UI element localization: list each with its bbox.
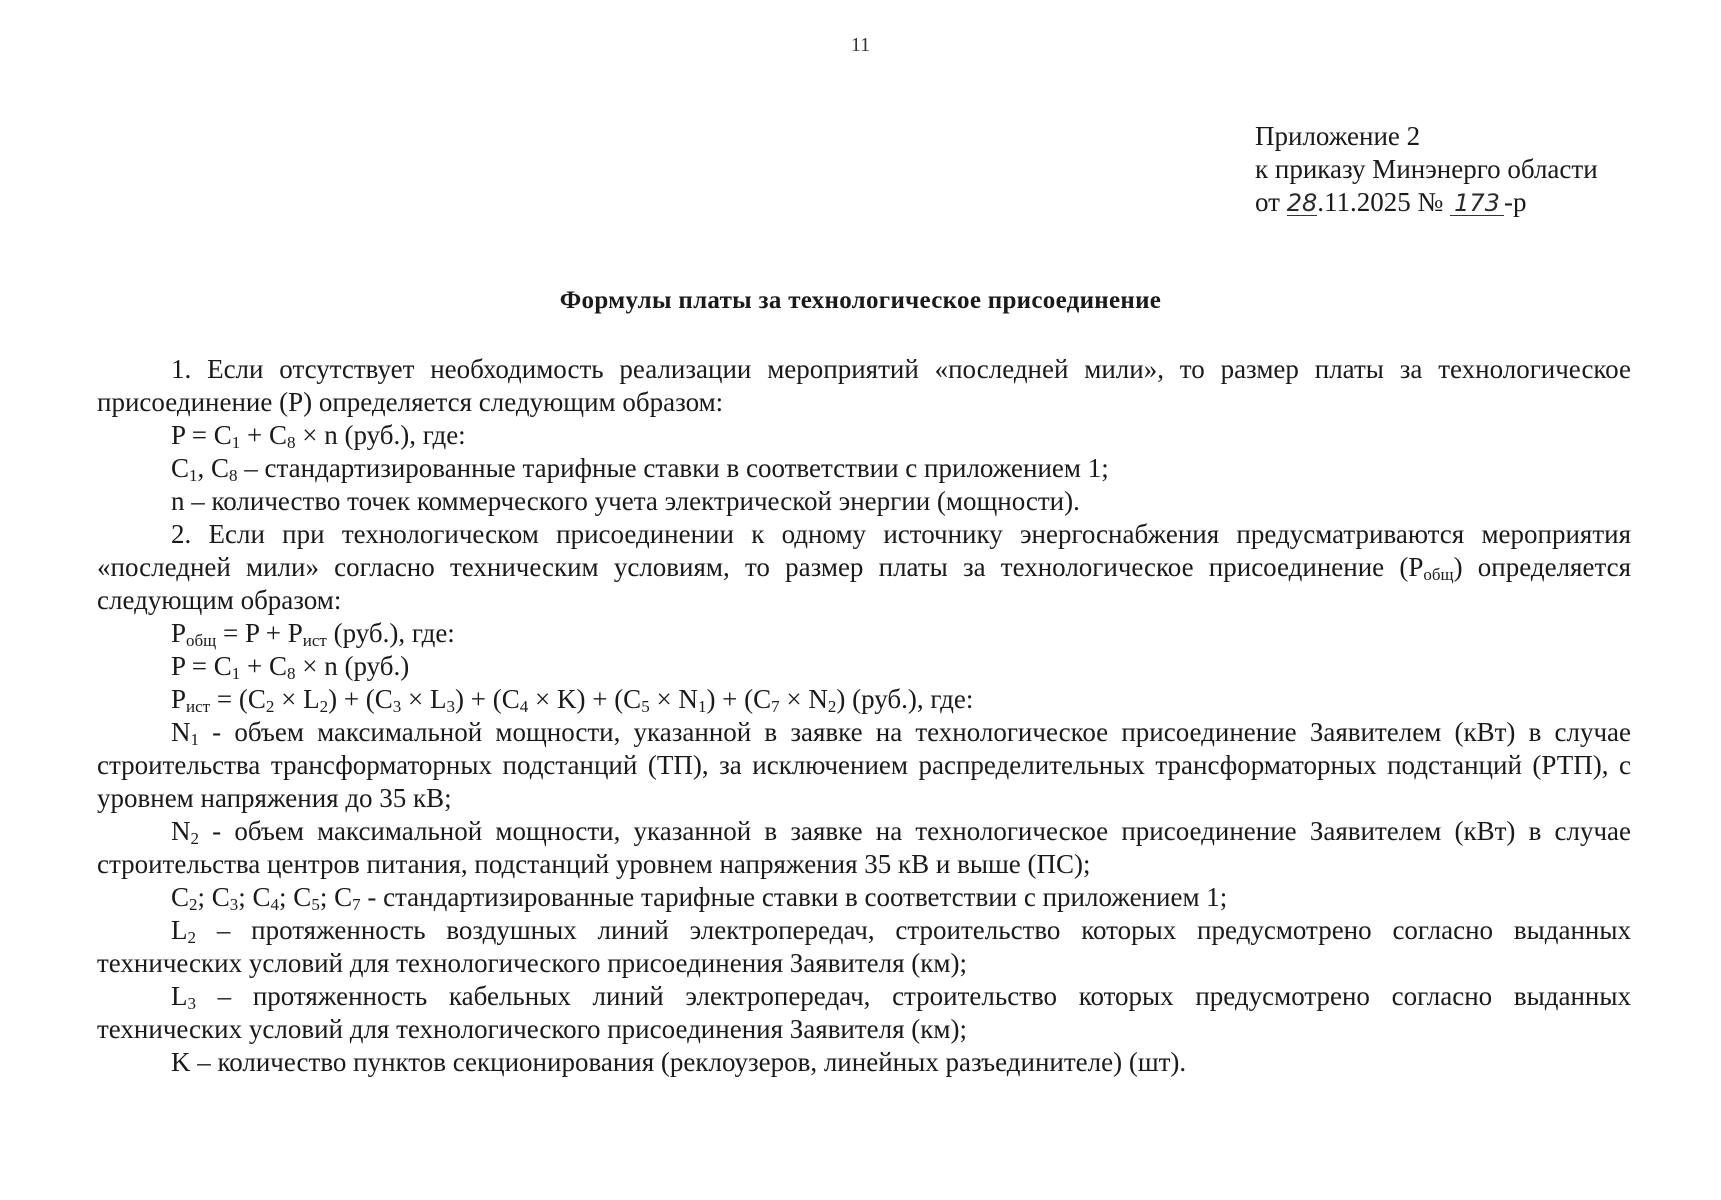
annex-line-2: к приказу Минэнерго области [1255, 154, 1598, 184]
annex-line-3 [1255, 186, 1598, 219]
annex-header [1255, 120, 1598, 219]
paragraph-1: 1. Если отсутствует необходимость реализации мероприятий «последней мили», то размер платы за технологическое присоединение (P) определяется следующим образом: [97, 354, 1631, 417]
page-number: 11 [850, 34, 871, 56]
document-title: Формулы платы за технологическое присоединение [559, 287, 1162, 314]
formula-p: $P = C_1 + C_8 \times n$ (руб.), где: [171, 420, 466, 452]
formula-p-source: $P_{ист} = (C_2 \times L_2) + (C_3 \times L_3) + (C_4 \times K) + (C_5 \times N_1) + (C_7 \times N_2)$ (руб.), где: [171, 684, 974, 716]
annex-number-suffix: -р [1504, 187, 1527, 217]
definition-l2: $L_2$ – протяженность воздушных линий электропередач, строительство которых предусмотрено согласно выданных технических условий для технологического присоединения Заявителя (км); [97, 915, 1631, 978]
formula-p-repeat: $P = C_1 + C_8 \times n$ (руб.) [171, 651, 410, 683]
definition-c-list: $C_2$; $C_3$; $C_4$; $C_5$; $C_7$ - стандартизированные тарифные ставки в соответствии с приложением 1; [171, 882, 1228, 914]
definition-c1-c8: $C_1$, $C_8$ – стандартизированные тарифные ставки в соответствии с приложением 1; [171, 453, 1109, 485]
definition-n: n – количество точек коммерческого учета электрической энергии (мощности). [171, 486, 1080, 516]
annex-line-1: Приложение 2 [1255, 121, 1421, 151]
document-body [97, 353, 1631, 1079]
definition-l3: $L_3$ – протяженность кабельных линий электропередач, строительство которых предусмотрено согласно выданных технических условий для технологического присоединения Заявителя (км); [97, 981, 1631, 1044]
paragraph-2: 2. Если при технологическом присоединении к одному источнику энергоснабжения предусматриваются мероприятия «последней мили» согласно техническим условиям, то размер платы за технологическое присоединение $(P_{общ})$ определяется следующим образом: [97, 519, 1631, 615]
annex-date-prefix: от [1255, 187, 1287, 217]
annex-date-middle: .11.2025 № [1317, 187, 1451, 217]
handwritten-day: 28 [1286, 189, 1318, 217]
definition-n1: $N_1$ - объем максимальной мощности, указанной в заявке на технологическое присоединение Заявителем (кВт) в случае строительства трансформаторных подстанций (ТП), за исключением распределительных трансформаторных подстанций (РТП), с уровнем напряжения до 35 кВ; [97, 717, 1631, 813]
handwritten-order-number: 173 [1450, 191, 1504, 216]
formula-p-total: $P_{общ} = P + P_{ист}$ (руб.), где: [171, 618, 455, 650]
definition-k: K – количество пунктов секционирования (реклоузеров, линейных разъединителе) (шт). [171, 1047, 1187, 1077]
definition-n2: $N_2$ - объем максимальной мощности, указанной в заявке на технологическое присоединение Заявителем (кВт) в случае строительства центров питания, подстанций уровнем напряжения 35 кВ и выше (ПС); [97, 816, 1631, 879]
